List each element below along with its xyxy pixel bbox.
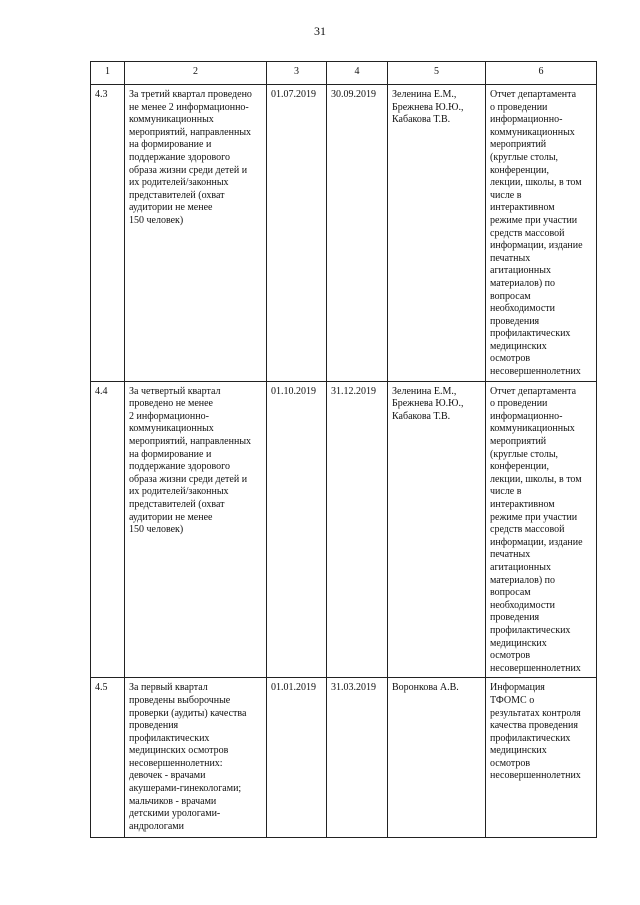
row-description: За первый квартал проведены выборочные проверки (аудиты) качества проведения профилактических медицинских осмотров несовершеннолетних: девочек - врачами акушерами-гинекологами; мальчиков - врачами детскими урологами- андрологами [125, 678, 267, 838]
row-description: За третий квартал проведено не менее 2 информационно- коммуникационных мероприятий, направленных на формирование и поддержание здорового образа жизни среди детей и их родителей/законных представителей (охват аудитории не менее 150 человек) [125, 85, 267, 382]
table-row [91, 381, 597, 678]
row-end-date: 31.12.2019 [327, 381, 388, 678]
column-header-2: 2 [125, 62, 267, 85]
table-row [91, 85, 597, 382]
row-result: Информация ТФОМС о результатах контроля качества проведения профилактических медицинских осмотров несовершеннолетних [486, 678, 597, 838]
column-header-4: 4 [327, 62, 388, 85]
row-number: 4.4 [91, 381, 125, 678]
row-number: 4.5 [91, 678, 125, 838]
row-responsible: Зеленина Е.М., Брежнева Ю.Ю., Кабакова Т.В. [388, 381, 486, 678]
row-end-date: 30.09.2019 [327, 85, 388, 382]
row-responsible: Воронкова А.В. [388, 678, 486, 838]
row-description: За четвертый квартал проведено не менее 2 информационно- коммуникационных мероприятий, направленных на формирование и поддержание здорового образа жизни среди детей и их родителей/законных представителей (охват аудитории не менее 150 человек) [125, 381, 267, 678]
row-end-date: 31.03.2019 [327, 678, 388, 838]
table-row [91, 678, 597, 838]
row-number: 4.3 [91, 85, 125, 382]
column-header-5: 5 [388, 62, 486, 85]
row-responsible: Зеленина Е.М., Брежнева Ю.Ю., Кабакова Т.В. [388, 85, 486, 382]
row-result: Отчет департамента о проведении информационно- коммуникационных мероприятий (круглые столы, конференции, лекции, школы, в том числе в интерактивном режиме при участии средств массовой информации, издание печатных агитационных материалов) по вопросам необходимости проведения профилактических медицинских осмотров несовершеннолетних [486, 85, 597, 382]
plan-table [90, 61, 597, 838]
page-number: 31 [314, 24, 326, 38]
row-result: Отчет департамента о проведении информационно- коммуникационных мероприятий (круглые столы, конференции, лекции, школы, в том числе в интерактивном режиме при участии средств массовой информации, издание печатных агитационных материалов) по вопросам необходимости проведения профилактических медицинских осмотров несовершеннолетних [486, 381, 597, 678]
row-start-date: 01.07.2019 [267, 85, 327, 382]
row-start-date: 01.01.2019 [267, 678, 327, 838]
row-start-date: 01.10.2019 [267, 381, 327, 678]
column-header-3: 3 [267, 62, 327, 85]
table-header-row [91, 62, 597, 85]
column-header-6: 6 [486, 62, 597, 85]
column-header-1: 1 [91, 62, 125, 85]
